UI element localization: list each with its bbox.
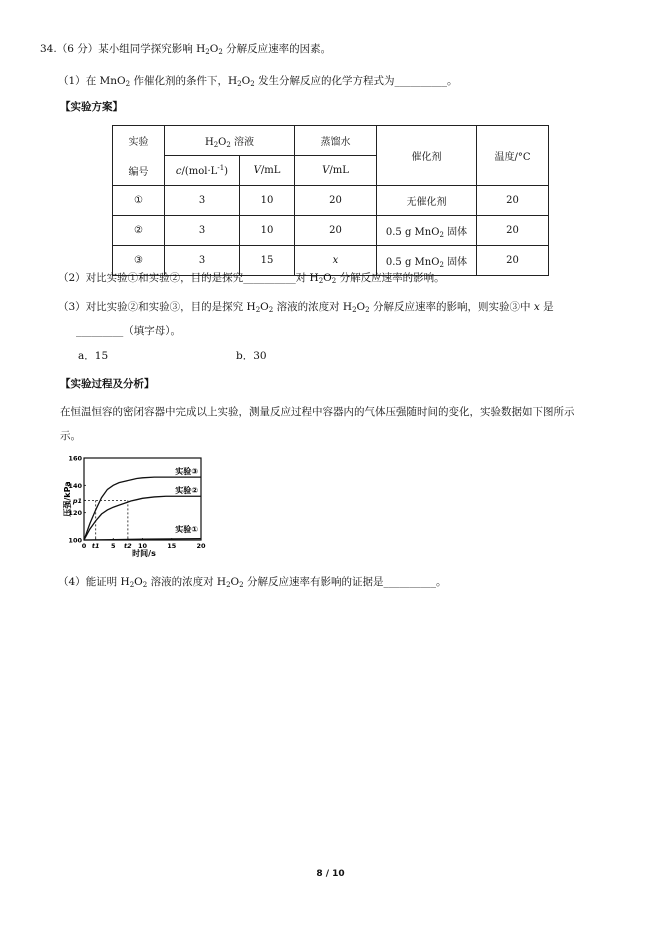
x-tick-label: t1 bbox=[91, 542, 100, 550]
text: O bbox=[241, 75, 251, 87]
part-4 bbox=[58, 575, 446, 592]
cell-c: 3 bbox=[165, 246, 240, 276]
x-axis-label: 时间/s bbox=[132, 549, 156, 558]
sub: 2 bbox=[268, 306, 274, 314]
y-tick-label: 160 bbox=[68, 454, 82, 463]
text: （填字母）。 bbox=[123, 325, 181, 337]
sub: 2 bbox=[439, 230, 444, 239]
part-label: （3） bbox=[58, 301, 86, 313]
header-cell: 实验 bbox=[113, 126, 165, 156]
sub: 2 bbox=[365, 306, 370, 314]
text: 能证明 H bbox=[85, 576, 130, 588]
text: O bbox=[356, 301, 366, 313]
y-axis-label: 压强/kPa bbox=[63, 481, 72, 517]
part-label: （1） bbox=[58, 75, 86, 87]
y-tick-label: 120 bbox=[68, 509, 82, 518]
part-label: （4） bbox=[58, 576, 86, 588]
text: 对 H bbox=[295, 272, 319, 284]
process-title: 【实验过程及分析】 bbox=[60, 378, 155, 390]
text: O bbox=[230, 576, 240, 588]
sub: 2 bbox=[237, 80, 242, 88]
text: 发生分解反应的化学方程式为 bbox=[254, 75, 395, 87]
text: /(mol·L bbox=[181, 166, 218, 177]
text: 作催化剂的条件下，H bbox=[130, 75, 238, 87]
text: 分解反应速率有影响的证据是 bbox=[243, 576, 384, 588]
table-row bbox=[113, 216, 549, 246]
cell-no: ③ bbox=[113, 246, 165, 276]
text: 对比实验①和实验②，目的是探究 bbox=[85, 272, 244, 284]
experiment-table bbox=[112, 125, 549, 276]
text: 分解反应速率的影响，则实验③中 bbox=[369, 301, 534, 313]
sub: 2 bbox=[213, 140, 219, 149]
part-label: （2） bbox=[58, 272, 86, 284]
table-row bbox=[113, 186, 549, 216]
x-tick-label: t2 bbox=[124, 542, 132, 550]
table-header-row bbox=[113, 126, 549, 156]
cell-water: 20 bbox=[295, 186, 377, 216]
guide-lines bbox=[84, 500, 128, 540]
text: 无催化剂 bbox=[406, 196, 447, 208]
text: /mL bbox=[260, 165, 281, 176]
part-3-line2 bbox=[76, 324, 181, 338]
pressure-chart bbox=[64, 454, 214, 558]
text: /mL bbox=[329, 165, 349, 176]
scheme-title: 【实验方案】 bbox=[60, 101, 123, 113]
answer-blank[interactable]: _________ bbox=[76, 325, 124, 337]
cell-catalyst bbox=[377, 216, 477, 246]
cell-c: 3 bbox=[165, 186, 240, 216]
y-tick-label: 100 bbox=[68, 536, 82, 545]
header-cell: 蒸馏水 bbox=[295, 126, 377, 156]
header-cell bbox=[165, 156, 240, 186]
part-1 bbox=[58, 74, 458, 91]
text: 在 MnO bbox=[85, 75, 126, 87]
stem-text: 分解反应速率的因素。 bbox=[222, 43, 332, 55]
text: H bbox=[204, 136, 214, 148]
sub: 2 bbox=[439, 260, 444, 269]
text: c bbox=[175, 166, 182, 177]
text: O bbox=[134, 576, 143, 588]
text: 分解反应速率的影响。 bbox=[336, 272, 445, 284]
option-b[interactable]: b．30 bbox=[236, 350, 267, 362]
stem-text: 某小组同学探究影响 H bbox=[98, 43, 206, 55]
process-text: 在恒温恒容的密闭容器中完成以上实验，测量反应过程中容器内的气体压强随时间的变化，实验数据如下图所示 bbox=[60, 406, 575, 418]
answer-blank[interactable]: __________ bbox=[383, 576, 436, 588]
header-cell bbox=[240, 156, 295, 186]
x-tick-label: 5 bbox=[110, 542, 116, 550]
text: 固体 bbox=[443, 226, 468, 238]
x-tick-label: 0 bbox=[81, 542, 87, 550]
label-exp2: 实验② bbox=[175, 486, 198, 495]
y-tick-label: p1 bbox=[72, 496, 82, 505]
x-tick-label: 20 bbox=[196, 542, 206, 550]
cell-no: ① bbox=[113, 186, 165, 216]
sub: 2 bbox=[318, 277, 324, 285]
cell-temp: 20 bbox=[477, 216, 549, 246]
cell-no: ② bbox=[113, 216, 165, 246]
question-points: （6 分） bbox=[56, 43, 99, 55]
part-3 bbox=[58, 300, 554, 317]
sup: -1 bbox=[217, 164, 225, 172]
sub: 2 bbox=[205, 48, 210, 56]
sub: 2 bbox=[142, 581, 148, 589]
text: O bbox=[218, 136, 227, 148]
cell-v: 15 bbox=[240, 246, 295, 276]
header-cell: 催化剂 bbox=[377, 126, 477, 186]
sub: 2 bbox=[331, 277, 337, 285]
sub: 2 bbox=[125, 80, 131, 88]
cell-v: 10 bbox=[240, 186, 295, 216]
header-cell: 温度/°C bbox=[477, 126, 549, 186]
text: 0.5 g MnO bbox=[385, 226, 440, 238]
text: 溶液 bbox=[230, 136, 255, 148]
cell-c: 3 bbox=[165, 216, 240, 246]
answer-blank[interactable]: __________ bbox=[243, 272, 296, 284]
label-exp1: 实验① bbox=[175, 525, 198, 534]
text: 对比实验②和实验③，目的是探究 H bbox=[85, 301, 256, 313]
text: 。 bbox=[435, 576, 447, 588]
cell-water: 20 bbox=[295, 216, 377, 246]
question-header bbox=[40, 42, 331, 59]
header-cell bbox=[165, 126, 295, 156]
sub: 2 bbox=[255, 306, 261, 314]
stem-text: O bbox=[209, 43, 219, 55]
text: V bbox=[253, 165, 261, 176]
y-tick-label: 140 bbox=[68, 481, 82, 490]
sub: 2 bbox=[250, 80, 255, 88]
cell-temp: 20 bbox=[477, 186, 549, 216]
text: 。 bbox=[447, 75, 458, 87]
x-tick-label: 10 bbox=[137, 542, 148, 550]
sub: 2 bbox=[226, 581, 231, 589]
header-cell bbox=[295, 156, 377, 186]
header-cell: 编号 bbox=[113, 156, 165, 186]
text: O bbox=[323, 272, 332, 284]
cell-v: 10 bbox=[240, 216, 295, 246]
sub: 2 bbox=[352, 306, 357, 314]
sub: 2 bbox=[218, 48, 223, 56]
sub: 2 bbox=[226, 140, 231, 149]
sub: 2 bbox=[239, 581, 244, 589]
sub: 2 bbox=[129, 581, 135, 589]
text: 0.5 g MnO bbox=[385, 256, 440, 268]
text: x bbox=[332, 255, 339, 266]
text: 溶液的浓度对 H bbox=[273, 301, 353, 313]
cell-temp: 20 bbox=[477, 246, 549, 276]
cell-catalyst bbox=[377, 186, 477, 216]
variable: x bbox=[533, 301, 540, 313]
answer-blank[interactable]: __________ bbox=[394, 75, 448, 87]
text: 固体 bbox=[443, 256, 468, 268]
text: 是 bbox=[539, 301, 554, 313]
text: O bbox=[260, 301, 269, 313]
x-tick-label: 15 bbox=[167, 542, 177, 550]
part-2 bbox=[58, 271, 445, 288]
page-number: 8 / 10 bbox=[316, 869, 345, 879]
question-number: 34. bbox=[40, 43, 57, 55]
text: 溶液的浓度对 H bbox=[147, 576, 227, 588]
label-exp3: 实验③ bbox=[175, 467, 198, 476]
text: V bbox=[322, 165, 330, 176]
option-a[interactable]: a．15 bbox=[78, 350, 109, 362]
process-text-cont: 示。 bbox=[60, 430, 81, 442]
text: ) bbox=[224, 166, 229, 177]
